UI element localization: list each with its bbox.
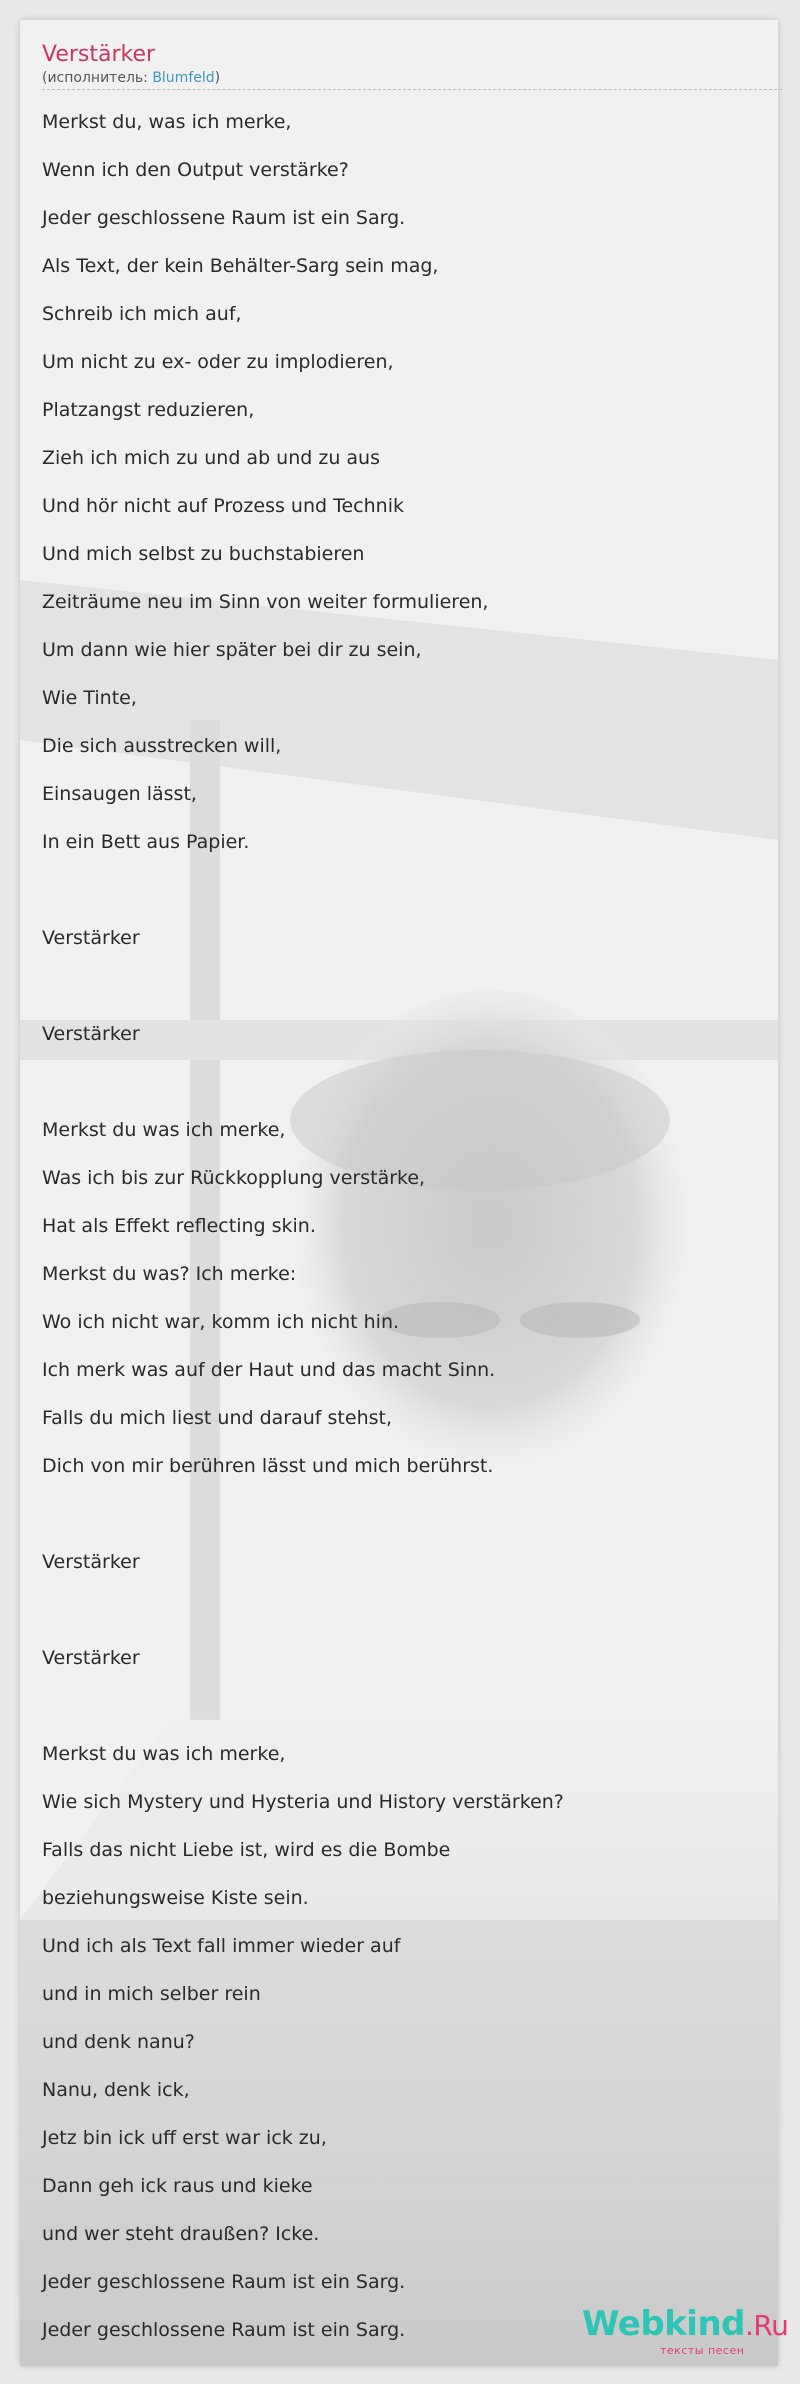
lyric-line: Und ich als Text fall immer wieder auf — [42, 1935, 401, 1957]
lyrics-body — [42, 98, 762, 2354]
logo-tagline: тексты песен — [660, 2344, 745, 2357]
lyric-line: Als Text, der kein Behälter-Sarg sein mag, — [42, 255, 439, 277]
lyric-line: beziehungsweise Kiste sein. — [42, 1887, 309, 1909]
lyric-line: Jeder geschlossene Raum ist ein Sarg. — [42, 2271, 406, 2293]
lyric-line: Schreib ich mich auf, — [42, 303, 242, 325]
artist-line — [42, 69, 782, 87]
lyric-line: und denk nanu? — [42, 2031, 195, 2053]
lyric-blank-line — [42, 1490, 762, 1538]
lyric-line: Die sich ausstrecken will, — [42, 735, 282, 757]
lyric-line: Verstärker — [42, 927, 140, 949]
lyric-line: Jetz bin ick uff erst war ick zu, — [42, 2127, 327, 2149]
lyric-line: Was ich bis zur Rückkopplung verstärke, — [42, 1167, 426, 1189]
lyric-line: Um nicht zu ex- oder zu implodieren, — [42, 351, 394, 373]
lyric-line: Wie sich Mystery und Hysteria und History verstärken? — [42, 1791, 564, 1813]
lyric-line: Merkst du was ich merke, — [42, 1743, 286, 1765]
lyric-blank-line — [42, 1586, 762, 1634]
lyric-line: Dann geh ick raus und kieke — [42, 2175, 313, 2197]
lyric-line: Wo ich nicht war, komm ich nicht hin. — [42, 1311, 400, 1333]
lyric-line: Wie Tinte, — [42, 687, 137, 709]
song-title: Verstärker — [42, 42, 156, 67]
lyric-blank-line — [42, 866, 762, 914]
lyric-line: Um dann wie hier später bei dir zu sein, — [42, 639, 422, 661]
webkind-logo[interactable] — [582, 2304, 789, 2364]
lyric-line: und in mich selber rein — [42, 1983, 261, 2005]
lyric-line: Verstärker — [42, 1647, 140, 1669]
lyric-line: Falls das nicht Liebe ist, wird es die Bombe — [42, 1839, 451, 1861]
lyric-line: Und hör nicht auf Prozess und Technik — [42, 495, 404, 517]
lyric-blank-line — [42, 962, 762, 1010]
lyric-line: Dich von mir berühren lässt und mich berührst. — [42, 1455, 494, 1477]
artist-suffix: ) — [214, 70, 221, 86]
header-divider — [42, 89, 782, 90]
lyric-line: Falls du mich liest und darauf stehst, — [42, 1407, 392, 1429]
lyric-line: Wenn ich den Output verstärke? — [42, 159, 349, 181]
lyric-line: Jeder geschlossene Raum ist ein Sarg. — [42, 207, 406, 229]
lyric-line: Zeiträume neu im Sinn von weiter formulieren, — [42, 591, 489, 613]
lyric-line: Jeder geschlossene Raum ist ein Sarg. — [42, 2319, 406, 2341]
lyric-line: Merkst du was ich merke, — [42, 1119, 286, 1141]
artist-link[interactable]: Blumfeld — [152, 70, 215, 86]
lyric-line: Ich merk was auf der Haut und das macht Sinn. — [42, 1359, 496, 1381]
lyrics-card — [20, 20, 789, 2366]
artist-prefix: (исполнитель: — [42, 70, 153, 86]
lyric-line: In ein Bett aus Papier. — [42, 831, 250, 853]
lyric-line: Merkst du, was ich merke, — [42, 111, 292, 133]
lyric-line: und wer steht draußen? Icke. — [42, 2223, 320, 2245]
lyric-line: Hat als Effekt reflecting skin. — [42, 1215, 316, 1237]
lyric-line: Und mich selbst zu buchstabieren — [42, 543, 365, 565]
lyric-line: Merkst du was? Ich merke: — [42, 1263, 297, 1285]
lyric-blank-line — [42, 1058, 762, 1106]
lyric-line: Einsaugen lässt, — [42, 783, 197, 805]
lyric-line: Verstärker — [42, 1551, 140, 1573]
lyric-line: Verstärker — [42, 1023, 140, 1045]
song-header — [42, 41, 782, 87]
lyric-line: Nanu, denk ick, — [42, 2079, 190, 2101]
lyric-line: Zieh ich mich zu und ab und zu aus — [42, 447, 380, 469]
logo-text-main: Webkind — [582, 2304, 745, 2344]
logo-text-domain: .Ru — [745, 2309, 789, 2342]
lyric-line: Platzangst reduzieren, — [42, 399, 255, 421]
lyric-blank-line — [42, 1682, 762, 1730]
